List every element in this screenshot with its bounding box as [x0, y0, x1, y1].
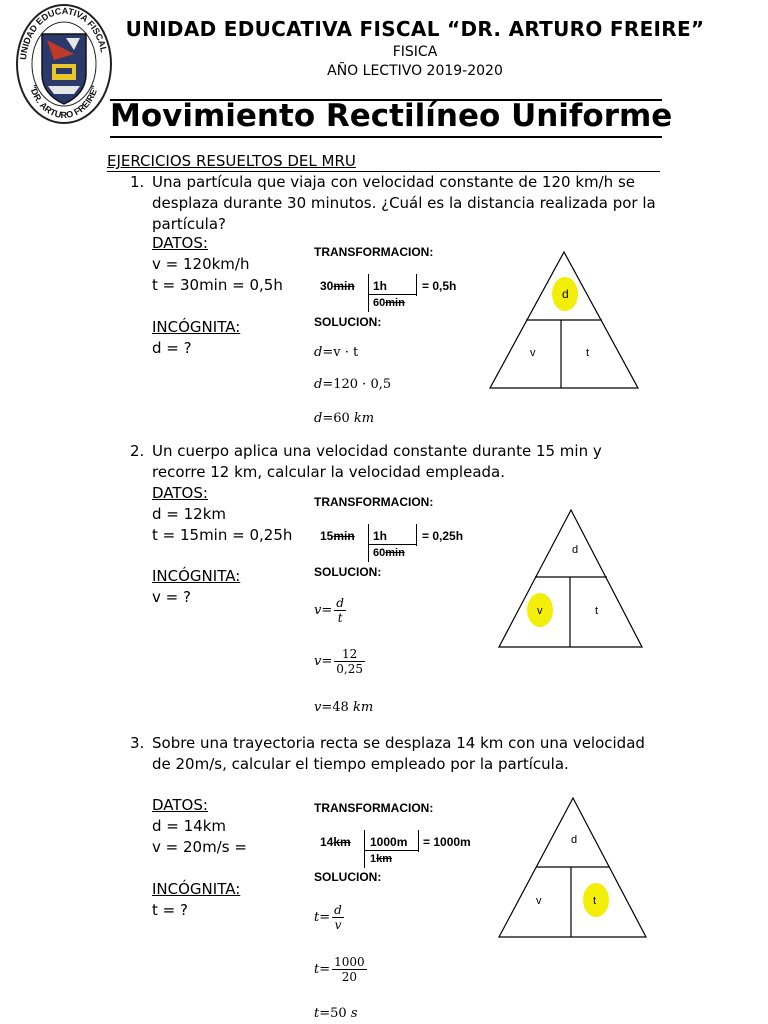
exercise-1-incognita: INCÓGNITA: d = ?: [152, 318, 241, 357]
transformacion-label: TRANSFORMACION:: [314, 245, 434, 259]
logo-text-top: UNIDAD EDUCATIVA FISCAL: [18, 5, 109, 61]
exercise-2-datos: DATOS: d = 12km t = 15min = 0,25h: [152, 484, 293, 544]
school-logo: [14, 2, 114, 126]
school-year: AÑO LECTIVO 2019-2020: [327, 63, 503, 79]
exercise-3-number: 3.: [130, 734, 145, 752]
solucion-label: SOLUCION:: [314, 870, 382, 884]
conversion-3: 14km 1000m 1km = 1000m: [320, 832, 490, 868]
triangle-label-top: d: [571, 834, 578, 846]
exercise-2-statement: Un cuerpo aplica una velocidad constante durante 15 min y recorre 12 km, calcular la velocidad empleada.: [152, 442, 602, 481]
triangle-1: [486, 248, 642, 392]
exercise-1-number: 1.: [130, 173, 145, 191]
triangle-label-right: t: [593, 895, 597, 907]
page-title: Movimiento Rectilíneo Uniforme: [110, 98, 673, 134]
triangle-label-top: d: [572, 544, 579, 556]
exercise-1-datos: DATOS: v = 120km/h t = 30min = 0,5h: [152, 234, 283, 294]
exercise-3-datos: DATOS: d = 14km v = 20m/s =: [152, 796, 247, 856]
solucion-label: SOLUCION:: [314, 315, 382, 329]
solution-2-step-2: v= $\frac{12}{0,25}$: [314, 647, 363, 676]
triangle-3: [496, 795, 650, 941]
transformacion-label: TRANSFORMACION:: [314, 801, 434, 815]
incognita-label: INCÓGNITA:: [152, 318, 241, 336]
solution-3-step-3: t=50 s: [314, 1006, 358, 1021]
exercise-3-incognita: INCÓGNITA: t = ?: [152, 880, 241, 919]
conversion-2: 15min 1h 60min = 0,25h: [320, 526, 480, 562]
solution-3-step-1: t= $\frac{d}{v}$: [314, 903, 342, 932]
transformacion-label: TRANSFORMACION:: [314, 495, 434, 509]
exercise-3-statement: Sobre una trayectoria recta se desplaza 14 km con una velocidad de 20m/s, calcular el tiempo empleado por la partícula.: [152, 734, 645, 773]
triangle-label-left: v: [536, 895, 542, 907]
triangle-label-top: d: [562, 287, 569, 301]
solution-2-step-3: v=48 km: [314, 700, 374, 715]
solucion-label: SOLUCION:: [314, 565, 382, 579]
triangle-label-right: t: [586, 347, 590, 359]
triangle-label-left: v: [530, 347, 536, 359]
solution-1-step-2: d=120 · 0,5: [314, 377, 392, 392]
logo-text-bottom: "DR. ARTURO FREIRE": [27, 83, 101, 121]
conversion-1: 30min 1h 60min = 0,5h: [320, 276, 470, 312]
exercise-2-number: 2.: [130, 442, 145, 460]
triangle-label-right: t: [595, 605, 599, 617]
datos-label: DATOS:: [152, 234, 208, 252]
solution-3-step-2: t= $\frac{1000}{20}$: [314, 955, 365, 984]
school-name: UNIDAD EDUCATIVA FISCAL “DR. ARTURO FREIRE”: [125, 17, 705, 41]
triangle-2: [496, 506, 646, 650]
title-rule-bottom: [110, 136, 662, 138]
school-crest-icon: [14, 2, 114, 126]
solution-2-step-1: v= $\frac{d}{t}$: [314, 596, 344, 625]
exercise-2-incognita: INCÓGNITA: v = ?: [152, 567, 241, 606]
section-heading: EJERCICIOS RESUELTOS DEL MRU: [107, 152, 356, 170]
subject: FISICA: [392, 44, 438, 60]
solution-1-step-1: d=v · t: [314, 345, 359, 360]
exercise-1-statement: Una partícula que viaja con velocidad constante de 120 km/h se desplaza durante 30 minutos. ¿Cuál es la distancia realizada por la partícula?: [152, 173, 656, 233]
triangle-label-left: v: [537, 605, 543, 617]
solution-1-step-3: d=60 km: [314, 411, 375, 426]
